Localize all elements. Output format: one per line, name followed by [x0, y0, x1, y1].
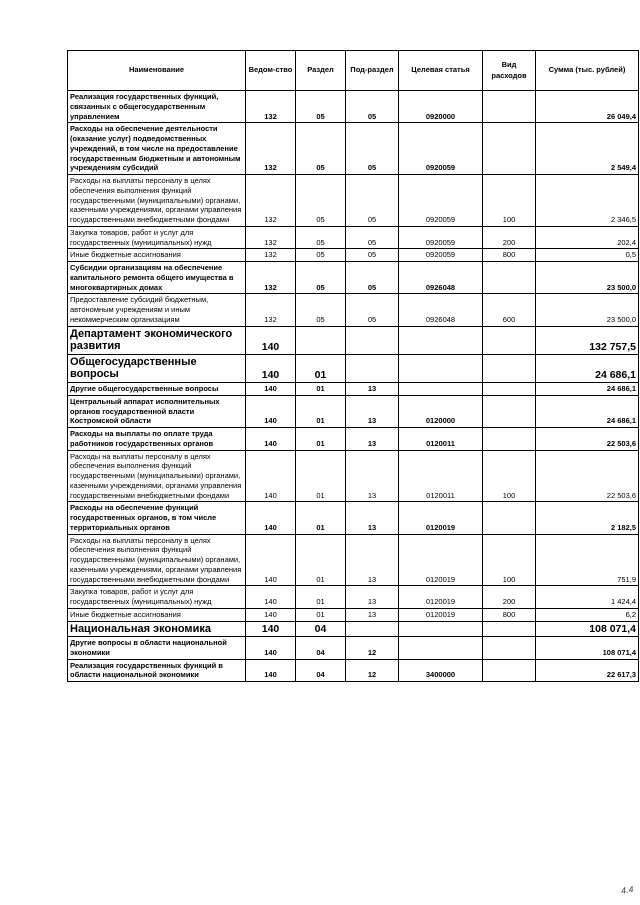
- cell-target: [399, 383, 483, 396]
- cell-section: 01: [296, 383, 346, 396]
- cell-exptype: [483, 395, 536, 427]
- cell-subsection: 13: [346, 450, 399, 502]
- table-row: [68, 262, 639, 294]
- cell-section: 05: [296, 123, 346, 175]
- col-section-header: Раздел: [296, 51, 346, 91]
- cell-section: 05: [296, 91, 346, 123]
- table-row: [68, 608, 639, 621]
- cell-sum: 751,9: [536, 534, 639, 586]
- cell-exptype: [483, 123, 536, 175]
- cell-subsection: 13: [346, 608, 399, 621]
- cell-sum: 22 503,6: [536, 428, 639, 451]
- cell-sum: 24 686,1: [536, 395, 639, 427]
- cell-target: 0926048: [399, 262, 483, 294]
- cell-exptype: [483, 262, 536, 294]
- cell-sum: 0,5: [536, 249, 639, 262]
- cell-sum: 132 757,5: [536, 326, 639, 354]
- table-row: [68, 294, 639, 326]
- cell-name: Расходы на выплаты персоналу в целях обеспечения выполнения функций государственными (муниципальными) органами, казенными учреждениями, органами управления государственными внебюджетными фондами: [68, 450, 246, 502]
- cell-sum: 2 549,4: [536, 123, 639, 175]
- table-row: [68, 621, 639, 637]
- cell-exptype: [483, 91, 536, 123]
- table-row: [68, 428, 639, 451]
- cell-dept: 132: [246, 91, 296, 123]
- cell-dept: 140: [246, 608, 296, 621]
- cell-section: 05: [296, 175, 346, 227]
- cell-target: 0926048: [399, 294, 483, 326]
- cell-section: 01: [296, 608, 346, 621]
- cell-target: [399, 621, 483, 637]
- cell-name: Другие вопросы в области национальной экономики: [68, 637, 246, 660]
- cell-name: Расходы на выплаты персоналу в целях обеспечения выполнения функций государственными (муниципальными) органами, казенными учреждениями, органами управления государственными внебюджетными фондами: [68, 175, 246, 227]
- table-body: [68, 91, 639, 682]
- cell-exptype: 800: [483, 608, 536, 621]
- cell-dept: 132: [246, 294, 296, 326]
- cell-subsection: 05: [346, 123, 399, 175]
- cell-section: 05: [296, 294, 346, 326]
- cell-dept: 140: [246, 534, 296, 586]
- cell-target: 0920059: [399, 175, 483, 227]
- cell-target: 0120019: [399, 608, 483, 621]
- cell-section: 04: [296, 637, 346, 660]
- cell-section: 01: [296, 395, 346, 427]
- col-sum-header: Сумма (тыс. рублей): [536, 51, 639, 91]
- cell-name: Расходы на выплаты персоналу в целях обеспечения выполнения функций государственными (муниципальными) органами, казенными учреждениями, органами управления государственными внебюджетными фондами: [68, 534, 246, 586]
- cell-name: Расходы на выплаты по оплате труда работников государственных органов: [68, 428, 246, 451]
- cell-target: 0920059: [399, 226, 483, 249]
- cell-dept: 132: [246, 249, 296, 262]
- col-dept-header: Ведом-ство: [246, 51, 296, 91]
- cell-sum: 2 182,5: [536, 502, 639, 534]
- table-row: [68, 383, 639, 396]
- table-row: [68, 91, 639, 123]
- cell-section: 01: [296, 450, 346, 502]
- cell-dept: 140: [246, 586, 296, 609]
- cell-subsection: 13: [346, 428, 399, 451]
- table-row: [68, 534, 639, 586]
- cell-sum: 22 617,3: [536, 659, 639, 682]
- cell-section: 05: [296, 249, 346, 262]
- cell-exptype: [483, 326, 536, 354]
- cell-target: 0920059: [399, 123, 483, 175]
- cell-name: Субсидии организациям на обеспечение капитального ремонта общего имущества в многоквартирных домах: [68, 262, 246, 294]
- cell-dept: 132: [246, 175, 296, 227]
- cell-name: Национальная экономика: [68, 621, 246, 637]
- cell-dept: 140: [246, 428, 296, 451]
- cell-exptype: [483, 428, 536, 451]
- cell-section: 01: [296, 354, 346, 382]
- cell-sum: 24 686,1: [536, 383, 639, 396]
- col-name-header: Наименование: [68, 51, 246, 91]
- cell-subsection: 12: [346, 637, 399, 660]
- table-row: [68, 123, 639, 175]
- cell-section: 05: [296, 262, 346, 294]
- col-exptype-header: Вид расходов: [483, 51, 536, 91]
- cell-sum: 22 503,6: [536, 450, 639, 502]
- cell-dept: 140: [246, 637, 296, 660]
- cell-target: 0920059: [399, 249, 483, 262]
- cell-target: 0120019: [399, 534, 483, 586]
- cell-sum: 108 071,4: [536, 621, 639, 637]
- table-row: [68, 659, 639, 682]
- cell-exptype: 100: [483, 534, 536, 586]
- cell-target: [399, 326, 483, 354]
- cell-subsection: 05: [346, 226, 399, 249]
- cell-subsection: [346, 326, 399, 354]
- cell-dept: 140: [246, 383, 296, 396]
- table-row: [68, 637, 639, 660]
- table-row: [68, 502, 639, 534]
- cell-section: 04: [296, 621, 346, 637]
- cell-section: [296, 326, 346, 354]
- cell-section: 01: [296, 586, 346, 609]
- cell-name: Реализация государственных функций в области национальной экономики: [68, 659, 246, 682]
- table-row: [68, 450, 639, 502]
- cell-section: 04: [296, 659, 346, 682]
- cell-exptype: [483, 502, 536, 534]
- cell-exptype: [483, 383, 536, 396]
- cell-dept: 140: [246, 621, 296, 637]
- page-number: 4.4: [620, 884, 635, 896]
- cell-section: 01: [296, 502, 346, 534]
- cell-name: Реализация государственных функций, связанных с общегосударственным управлением: [68, 91, 246, 123]
- cell-dept: 132: [246, 123, 296, 175]
- col-target-header: Целевая статья: [399, 51, 483, 91]
- table-row: [68, 326, 639, 354]
- cell-exptype: 200: [483, 586, 536, 609]
- cell-subsection: 05: [346, 262, 399, 294]
- cell-target: 3400000: [399, 659, 483, 682]
- cell-name: Департамент экономического развития: [68, 326, 246, 354]
- cell-name: Иные бюджетные ассигнования: [68, 249, 246, 262]
- cell-subsection: 05: [346, 175, 399, 227]
- header-row: [68, 51, 639, 91]
- budget-sheet: [67, 50, 640, 682]
- col-subsection-header: Под-раздел: [346, 51, 399, 91]
- cell-subsection: 05: [346, 249, 399, 262]
- cell-exptype: [483, 637, 536, 660]
- cell-sum: 23 500,0: [536, 262, 639, 294]
- cell-sum: 1 424,4: [536, 586, 639, 609]
- cell-target: [399, 637, 483, 660]
- cell-target: [399, 354, 483, 382]
- table-row: [68, 395, 639, 427]
- cell-target: 0920000: [399, 91, 483, 123]
- cell-sum: 24 686,1: [536, 354, 639, 382]
- table-row: [68, 354, 639, 382]
- cell-sum: 2 346,5: [536, 175, 639, 227]
- table-row: [68, 226, 639, 249]
- cell-section: 05: [296, 226, 346, 249]
- cell-subsection: 13: [346, 502, 399, 534]
- cell-subsection: 05: [346, 91, 399, 123]
- cell-dept: 132: [246, 262, 296, 294]
- cell-name: Центральный аппарат исполнительных органов государственной власти Костромской области: [68, 395, 246, 427]
- cell-sum: 26 049,4: [536, 91, 639, 123]
- cell-section: 01: [296, 534, 346, 586]
- cell-subsection: 05: [346, 294, 399, 326]
- cell-dept: 140: [246, 502, 296, 534]
- cell-section: 01: [296, 428, 346, 451]
- cell-name: Закупка товаров, работ и услуг для государственных (муниципальных) нужд: [68, 586, 246, 609]
- cell-dept: 140: [246, 659, 296, 682]
- cell-dept: 140: [246, 354, 296, 382]
- cell-name: Закупка товаров, работ и услуг для государственных (муниципальных) нужд: [68, 226, 246, 249]
- cell-sum: 6,2: [536, 608, 639, 621]
- cell-subsection: 13: [346, 383, 399, 396]
- cell-subsection: 13: [346, 534, 399, 586]
- cell-sum: 202,4: [536, 226, 639, 249]
- cell-exptype: 200: [483, 226, 536, 249]
- cell-exptype: 800: [483, 249, 536, 262]
- cell-exptype: [483, 354, 536, 382]
- cell-subsection: 12: [346, 659, 399, 682]
- cell-sum: 23 500,0: [536, 294, 639, 326]
- cell-name: Предоставление субсидий бюджетным, автономным учреждениям и иным некоммерческим организациям: [68, 294, 246, 326]
- table-row: [68, 175, 639, 227]
- table-row: [68, 249, 639, 262]
- cell-dept: 132: [246, 226, 296, 249]
- cell-subsection: [346, 354, 399, 382]
- cell-exptype: [483, 621, 536, 637]
- cell-subsection: [346, 621, 399, 637]
- budget-table: [67, 50, 639, 682]
- cell-name: Общегосударственные вопросы: [68, 354, 246, 382]
- cell-exptype: 100: [483, 175, 536, 227]
- cell-name: Иные бюджетные ассигнования: [68, 608, 246, 621]
- cell-exptype: 100: [483, 450, 536, 502]
- cell-target: 0120011: [399, 450, 483, 502]
- cell-dept: 140: [246, 450, 296, 502]
- cell-subsection: 13: [346, 586, 399, 609]
- table-row: [68, 586, 639, 609]
- cell-target: 0120011: [399, 428, 483, 451]
- cell-target: 0120019: [399, 586, 483, 609]
- cell-name: Другие общегосударственные вопросы: [68, 383, 246, 396]
- cell-subsection: 13: [346, 395, 399, 427]
- cell-name: Расходы на обеспечение деятельности (оказание услуг) подведомственных учреждений, в том числе на предоставление государственным бюджетным и автономным учреждениям субсидий: [68, 123, 246, 175]
- cell-target: 0120019: [399, 502, 483, 534]
- cell-exptype: 600: [483, 294, 536, 326]
- cell-name: Расходы на обеспечение функций государственных органов, в том числе территориальных органов: [68, 502, 246, 534]
- cell-target: 0120000: [399, 395, 483, 427]
- cell-sum: 108 071,4: [536, 637, 639, 660]
- cell-dept: 140: [246, 326, 296, 354]
- cell-dept: 140: [246, 395, 296, 427]
- cell-exptype: [483, 659, 536, 682]
